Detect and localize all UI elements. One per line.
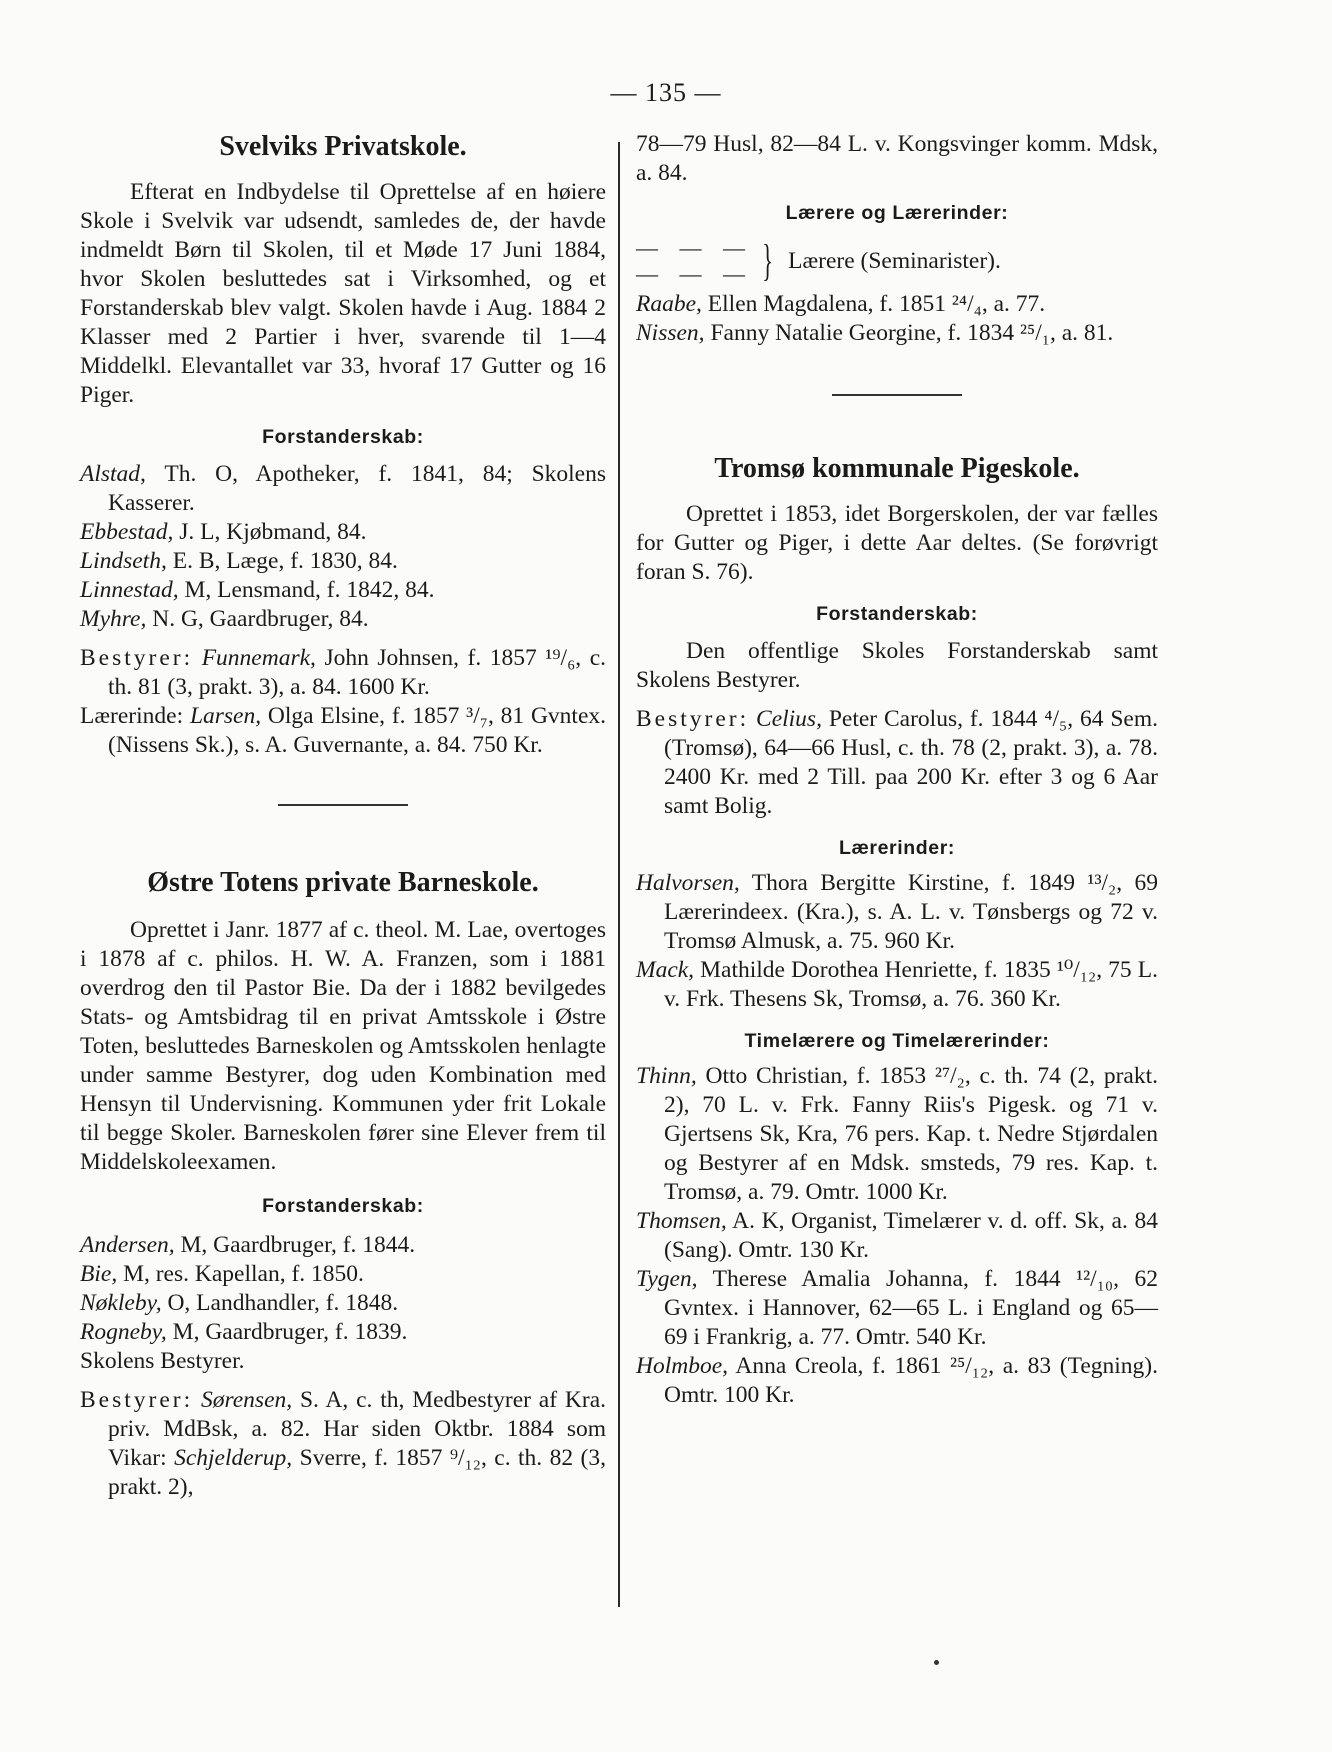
svelvik-bestyrer: Bestyrer: Funnemark, John Johnsen, f. 1857 ¹⁹/₆, c. th. 81 (3, prakt. 3), a. 84. 1600 Kr. — [80, 645, 606, 700]
timelaerer-entry: Holmboe, Anna Creola, f. 1861 ²⁵/₁₂, a. 83 (Tegning). Omtr. 100 Kr. — [636, 1353, 1158, 1408]
laerer-entry: Nissen, Fanny Natalie Georgine, f. 1834 ²⁵/₁, a. 81. — [636, 320, 1114, 346]
page-number: — 135 — — [610, 78, 722, 107]
member-entry: Myhre, N. G, Gaardbruger, 84. — [80, 606, 369, 632]
member-entry: Nøkleby, O, Landhandler, f. 1848. — [80, 1290, 399, 1316]
timelaerer-entry: Thinn, Otto Christian, f. 1853 ²⁷/₂, c. th. 74 (2, prakt. 2), 70 L. v. Frk. Fanny Riis's Pigesk. og 71 v. Gjertsens Sk, Kra, 76 pers. Kap. t. Nedre Stjørdalen og Bestyrer af en Mdsk. smsteds, 79 res. Kap. t. Tromsø, a. 79. Omtr. 1000 Kr. — [636, 1063, 1158, 1205]
member-entry: Skolens Bestyrer. — [80, 1348, 245, 1374]
paper-speck — [934, 1660, 939, 1665]
tromso-bestyrer: Bestyrer: Celius, Peter Carolus, f. 1844 ⁴/₅, 64 Sem. (Tromsø), 64—66 Husl, c. th. 78 (2, prakt. 3), a. 78. 2400 Kr. med 2 Till. paa 200 Kr. efter 3 og 6 Aar samt Bolig. — [636, 706, 1158, 819]
laererinde-entry: Mack, Mathilde Dorothea Henriette, f. 1835 ¹⁰/₁₂, 75 L. v. Frk. Thesens Sk, Tromsø, a. 76. 360 Kr. — [636, 957, 1158, 1012]
section-title-svelvik: Svelviks Privatskole. — [219, 131, 467, 162]
section-separator — [278, 804, 408, 806]
tromso-forstanderskab-text: Den offentlige Skoles Forstanderskab samt Skolens Bestyrer. — [636, 638, 1158, 693]
brace-label: Lærere (Seminarister). — [788, 247, 1001, 274]
ostre-toten-intro: Oprettet i Janr. 1877 af c. theol. M. Lae, overtoges i 1878 af c. philos. H. W. A. Franzen, som i 1881 overdrog den til Pastor Bie. Da der i 1882 bevilgedes Stats- og Amtsbidrag til en privat Amtsskole i Østre Toten, besluttedes Barneskolen og Amtsskolen henlagte under samme Bestyrer, dog uden Kombination med Hensyn til Undervisning. Kommunen yder frit Lokale til begge Skoler. Barneskolen fører sine Elever frem til Middelskoleexamen. — [80, 917, 606, 1175]
right-column — [636, 130, 1158, 1410]
member-entry: Ebbestad, J. L, Kjøbmand, 84. — [80, 519, 367, 545]
section-title-tromso: Tromsø kommunale Pigeskole. — [714, 453, 1080, 484]
member-entry: Bie, M, res. Kapellan, f. 1850. — [80, 1261, 364, 1287]
ostre-toten-forstanderskab-heading: Forstanderskab: — [262, 1195, 424, 1217]
brace-glyph: } — [762, 236, 773, 285]
section-title-ostre-toten: Østre Totens private Barneskole. — [147, 867, 539, 898]
left-column — [80, 130, 606, 1502]
ostre-toten-member-list — [80, 1231, 606, 1376]
tromso-intro: Oprettet i 1853, idet Borgerskolen, der var fælles for Gutter og Piger, i dette Aar deltes. (Se forøvrigt foran S. 76). — [636, 501, 1158, 585]
member-entry: Rogneby, M, Gaardbruger, f. 1839. — [80, 1319, 408, 1345]
tromso-timelaerere-heading: Timelærere og Timelærerinder: — [744, 1030, 1050, 1052]
timelaerer-entry: Thomsen, A. K, Organist, Timelærer v. d. off. Sk, a. 84 (Sang). Omtr. 130 Kr. — [636, 1208, 1158, 1263]
laererinde-entry: Halvorsen, Thora Bergitte Kirstine, f. 1849 ¹³/₂, 69 Lærerindeex. (Kra.), s. A. L. v. Tønsbergs og 72 v. Tromsø Almusk, a. 75. 960 Kr. — [636, 870, 1158, 954]
svelvik-forstanderskab-heading: Forstanderskab: — [262, 426, 424, 448]
timelaerer-entry: Tygen, Therese Amalia Johanna, f. 1844 ¹²/₁₀, 62 Gvntex. i Hannover, 62—65 L. i England og 65—69 i Frankrig, a. 77. Omtr. 540 Kr. — [636, 1266, 1158, 1350]
member-entry: Alstad, Th. O, Apotheker, f. 1841, 84; Skolens Kasserer. — [80, 461, 606, 516]
brace-group — [636, 232, 1158, 290]
svelvik-member-list — [80, 460, 606, 634]
column-divider — [618, 142, 620, 1607]
laerer-entry: Raabe, Ellen Magdalena, f. 1851 ²⁴/₄, a. 77. — [636, 291, 1046, 317]
section-separator — [832, 394, 962, 396]
continued-text: 78—79 Husl, 82—84 L. v. Kongsvinger komm. Mdsk, a. 84. — [636, 131, 1158, 186]
tromso-forstanderskab-heading: Forstanderskab: — [816, 603, 978, 625]
member-entry: Linnestad, M, Lensmand, f. 1842, 84. — [80, 577, 435, 603]
svelvik-laererinde: Lærerinde: Larsen, Olga Elsine, f. 1857 ³/₇, 81 Gvntex. (Nissens Sk.), s. A. Guvernante, a. 84. 750 Kr. — [80, 703, 607, 758]
member-entry: Andersen, M, Gaardbruger, f. 1844. — [80, 1232, 416, 1258]
laerere-heading: Lærere og Lærerinder: — [785, 202, 1009, 224]
svelvik-intro: Efterat en Indbydelse til Oprettelse af en høiere Skole i Svelvik var udsendt, samledes de, der havde indmeldt Børn til Skolen, til et Møde 17 Juni 1884, hvor Skolen besluttedes sat i Virksomhed, og et Forstanderskab blev valgt. Skolen havde i Aug. 1884 2 Klasser med 2 Partier i hver, svarende til 1—4 Middelkl. Elevantallet var 33, hvoraf 17 Gutter og 16 Piger. — [80, 179, 606, 408]
tromso-laererinder-heading: Lærerinder: — [838, 837, 956, 859]
ostre-toten-bestyrer: Bestyrer: Sørensen, S. A, c. th, Medbestyrer af Kra. priv. MdBsk, a. 82. Har siden Oktbr. 1884 som Vikar: Schjelderup, Sverre, f. 1857 ⁹/₁₂, c. th. 82 (3, prakt. 2), — [80, 1387, 606, 1500]
dash-placeholders: — — — — — — — [636, 235, 753, 286]
member-entry: Lindseth, E. B, Læge, f. 1830, 84. — [80, 548, 398, 574]
